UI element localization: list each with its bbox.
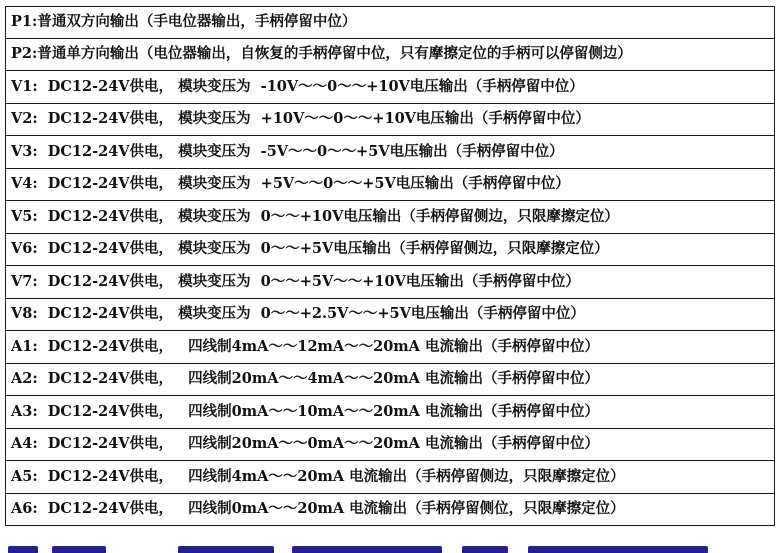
cropped-glyphs xyxy=(52,546,106,553)
table-row xyxy=(6,493,775,526)
spec-row-a3: A3: DC12-24V供电， 四线制0mA～～10mA～～20mA 电流输出（手柄停留中位） xyxy=(6,396,775,429)
table-row xyxy=(6,168,775,201)
spec-row-v6: V6: DC12-24V供电， 模块变压为 0～～+5V电压输出（手柄停留侧边，只限摩擦定位） xyxy=(6,233,775,266)
cropped-glyphs xyxy=(528,546,708,553)
spec-row-a6: A6: DC12-24V供电， 四线制0mA～～20mA 电流输出（手柄停留侧位，只限摩擦定位） xyxy=(6,493,775,526)
table-row xyxy=(6,39,775,71)
spec-row-v2: V2: DC12-24V供电， 模块变压为 +10V～～0～～+10V电压输出（手柄停留中位） xyxy=(6,103,775,136)
table-row xyxy=(6,428,775,461)
table-row xyxy=(6,363,775,396)
cropped-glyphs xyxy=(178,546,274,553)
table-row xyxy=(6,396,775,429)
spec-row-v1: V1: DC12-24V供电， 模块变压为 -10V～～0～～+10V电压输出（手柄停留中位） xyxy=(6,71,775,104)
spec-row-v8: V8: DC12-24V供电， 模块变压为 0～～+2.5V～～+5V电压输出（手柄停留中位） xyxy=(6,298,775,331)
spec-row-a2: A2: DC12-24V供电， 四线制20mA～～4mA～～20mA 电流输出（手柄停留中位） xyxy=(6,363,775,396)
spec-row-p1: P1:普通双方向输出（手电位器输出，手柄停留中位） xyxy=(6,7,775,39)
spec-row-v3: V3: DC12-24V供电， 模块变压为 -5V～～0～～+5V电压输出（手柄停留中位） xyxy=(6,136,775,169)
table-row xyxy=(6,7,775,39)
spec-row-p2: P2:普通单方向输出（电位器输出，自恢复的手柄停留中位，只有摩擦定位的手柄可以停留侧边） xyxy=(6,39,775,71)
table-row xyxy=(6,298,775,331)
table-row xyxy=(6,233,775,266)
table-row xyxy=(6,71,775,104)
table-row xyxy=(6,266,775,299)
table-row xyxy=(6,331,775,364)
spec-table-body xyxy=(6,7,775,526)
table-row xyxy=(6,461,775,494)
spec-row-a4: A4: DC12-24V供电， 四线制20mA～～0mA～～20mA 电流输出（手柄停留中位） xyxy=(6,428,775,461)
spec-row-v4: V4: DC12-24V供电， 模块变压为 +5V～～0～～+5V电压输出（手柄停留中位） xyxy=(6,168,775,201)
table-row xyxy=(6,136,775,169)
spec-row-v7: V7: DC12-24V供电， 模块变压为 0～～+5V～～+10V电压输出（手柄停留中位） xyxy=(6,266,775,299)
spec-row-v5: V5: DC12-24V供电， 模块变压为 0～～+10V电压输出（手柄停留侧边，只限摩擦定位） xyxy=(6,201,775,234)
spec-row-a5: A5: DC12-24V供电， 四线制4mA～～20mA 电流输出（手柄停留侧边，只限摩擦定位） xyxy=(6,461,775,494)
output-spec-table xyxy=(5,6,775,526)
cropped-glyphs xyxy=(8,546,38,553)
table-row xyxy=(6,103,775,136)
cropped-text-line xyxy=(0,543,780,553)
table-row xyxy=(6,201,775,234)
cropped-glyphs xyxy=(462,546,508,553)
cropped-glyphs xyxy=(292,546,442,553)
spec-row-a1: A1: DC12-24V供电， 四线制4mA～～12mA～～20mA 电流输出（手柄停留中位） xyxy=(6,331,775,364)
